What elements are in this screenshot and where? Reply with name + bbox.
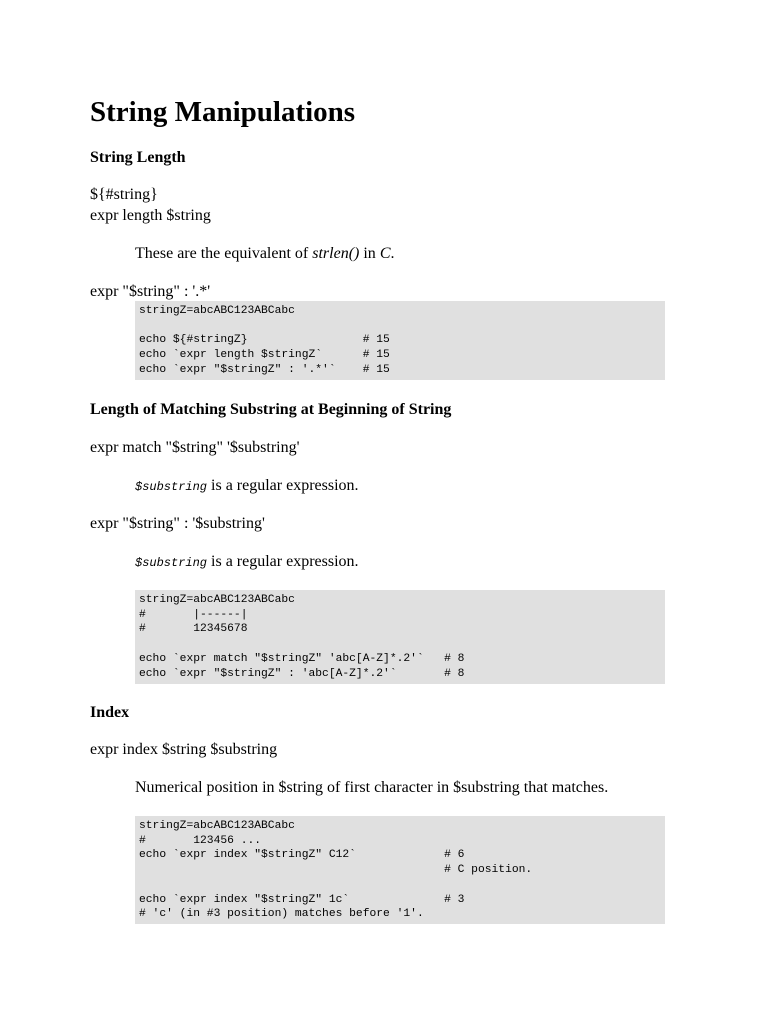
note-pre: These are the equivalent of — [135, 245, 313, 262]
code-block-length: stringZ=abcABC123ABCabc echo ${#stringZ} # 15 echo `expr length $stringZ` # 15 echo `expr "$stringZ" : '.*'` # 15 — [135, 301, 665, 380]
desc-match-1 — [135, 476, 359, 497]
page-title: String Manipulations — [90, 96, 356, 128]
var-substring-1: $substring — [135, 480, 208, 494]
syntax-match-2: expr "$string" : '$substring' — [90, 515, 265, 532]
syntax-match-1: expr match "$string" '$substring' — [90, 439, 300, 456]
heading-string-length: String Length — [90, 149, 186, 166]
code-block-match: stringZ=abcABC123ABCabc # |------| # 12345678 echo `expr match "$stringZ" 'abc[A-Z]*.2'` # 8 echo `expr "$stringZ" : 'abc[A-Z]*.2'` # 8 — [135, 590, 665, 684]
heading-matching-substring: Length of Matching Substring at Beginning of String — [90, 401, 452, 418]
desc-match-2-text: is a regular expression. — [207, 553, 359, 570]
note-end: . — [390, 245, 395, 262]
var-substring-2: $substring — [135, 556, 208, 570]
code-block-index: stringZ=abcABC123ABCabc # 123456 ... echo `expr index "$stringZ" C12` # 6 # C position. echo `expr index "$stringZ" 1c` # 3 # 'c' (in #3 position) matches before '1'. — [135, 816, 665, 924]
syntax-length-3: expr "$string" : '.*' — [90, 283, 211, 300]
note-strlen — [135, 244, 394, 264]
syntax-index-1: expr index $string $substring — [90, 741, 278, 758]
heading-index: Index — [90, 704, 130, 721]
desc-match-2 — [135, 552, 359, 573]
syntax-length-1: ${#string} — [90, 186, 158, 203]
syntax-length-2: expr length $string — [90, 207, 211, 224]
note-lang: C — [379, 245, 391, 262]
desc-index: Numerical position in $string of first character in $substring that matches. — [135, 779, 609, 796]
desc-match-1-text: is a regular expression. — [207, 477, 359, 494]
note-func: strlen() — [312, 245, 360, 262]
note-mid: in — [359, 245, 380, 262]
